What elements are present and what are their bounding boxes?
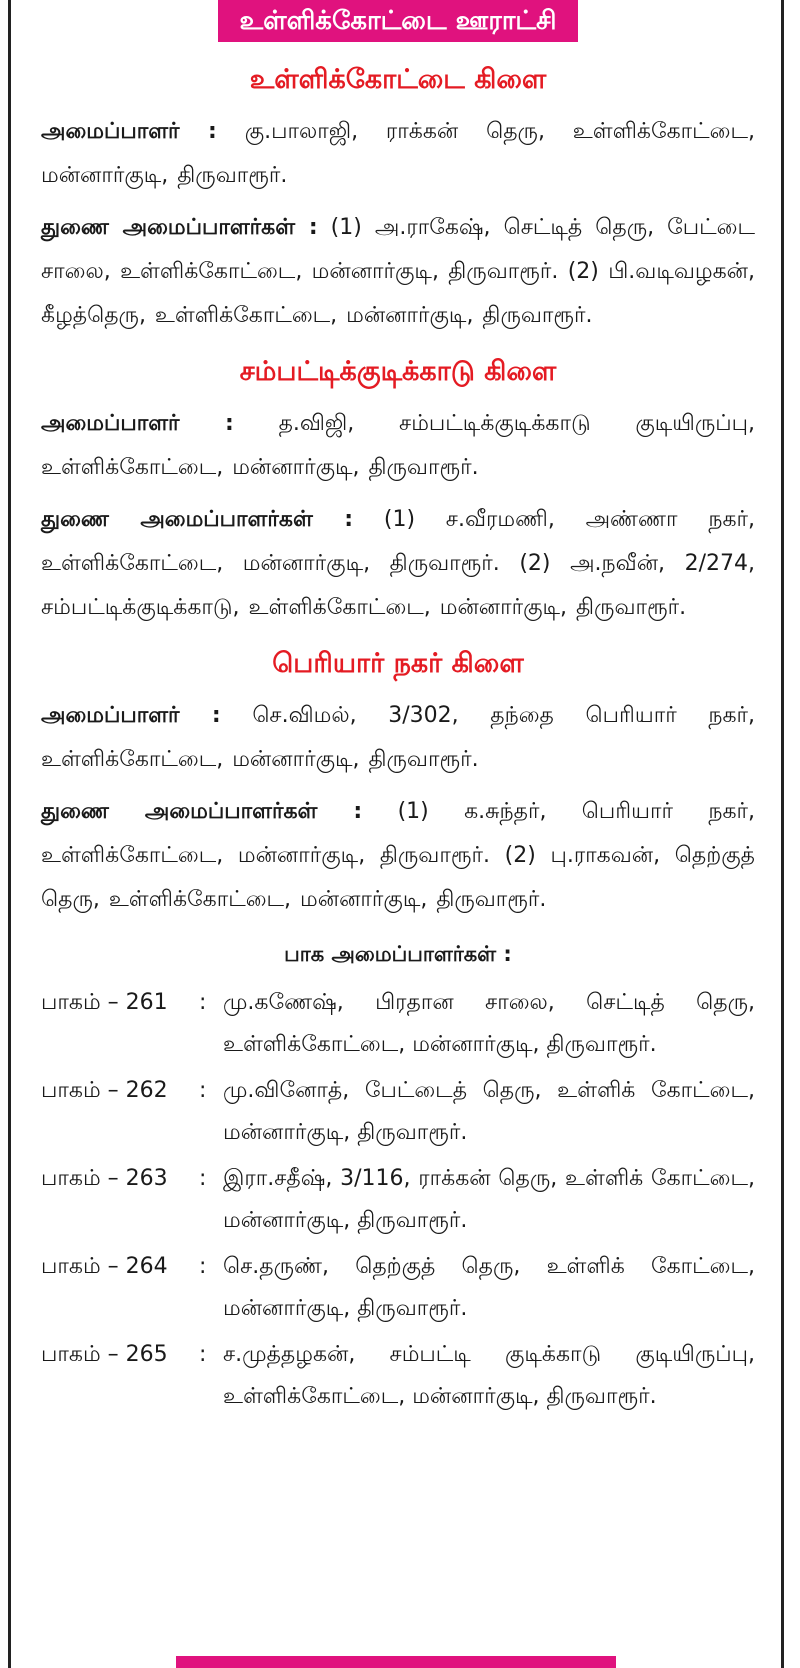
next-section-banner-fill [176,1656,616,1668]
organiser-label: அமைப்பாளர் : [41,411,234,436]
branch-title: சம்பட்டிக்குடிக்காடு கிளை [239,356,557,387]
organiser-text: கு.பாலாஜி, ராக்கன் தெரு, உள்ளிக்கோட்டை, மன்னார்குடி, திருவாரூர். [41,119,755,188]
organiser-label: அமைப்பாளர் : [41,703,221,728]
branch-title: உள்ளிக்கோட்டை கிளை [249,64,547,95]
panchayat-banner: உள்ளிக்கோட்டை ஊராட்சி [218,0,579,42]
organiser-paragraph [41,110,755,198]
branch-section [41,644,755,922]
booth-row [41,1334,755,1418]
booth-text: மு.கணேஷ், பிரதான சாலை, செட்டித் தெரு, உள்ளிக்கோட்டை, மன்னார்குடி, திருவாரூர். [223,990,755,1057]
branch-title: பெரியார் நகர் கிளை [272,648,524,679]
deputy-paragraph [41,498,755,630]
document-page [8,0,784,1668]
deputy-paragraph [41,206,755,338]
organiser-text: த.விஜி, சம்பட்டிக்குடிக்காடு குடியிருப்பு, உள்ளிக்கோட்டை, மன்னார்குடி, திருவாரூர். [41,411,755,480]
organiser-label: அமைப்பாளர் : [41,119,217,144]
booth-colon: : [199,990,207,1015]
banner-wrap [41,0,755,48]
booth-colon: : [199,1254,207,1279]
booth-label: பாகம் – 265 [41,1342,168,1367]
branch-section [41,60,755,338]
booth-text: மு.வினோத், பேட்டைத் தெரு, உள்ளிக் கோட்டை, மன்னார்குடி, திருவாரூர். [223,1078,755,1145]
booth-row [41,982,755,1066]
booth-text: செ.தருண், தெற்குத் தெரு, உள்ளிக் கோட்டை, மன்னார்குடி, திருவாரூர். [223,1254,755,1321]
booth-label: பாகம் – 264 [41,1254,168,1279]
deputy-paragraph [41,790,755,922]
organiser-paragraph [41,694,755,782]
deputy-label: துணை அமைப்பாளர்கள் : [41,215,318,240]
booth-colon: : [199,1342,207,1367]
organiser-text: செ.விமல், 3/302, தந்தை பெரியார் நகர், உள்ளிக்கோட்டை, மன்னார்குடி, திருவாரூர். [41,703,756,772]
deputy-text: (1) க.சுந்தர், பெரியார் நகர், உள்ளிக்கோட்டை, மன்னார்குடி, திருவாரூர். (2) பு.ராகவன், தெற்குத் தெரு, உள்ளிக்கோட்டை, மன்னார்குடி, திருவாரூர். [41,799,756,912]
booth-row [41,1070,755,1154]
booth-label: பாகம் – 261 [41,990,168,1015]
booth-label: பாகம் – 262 [41,1078,168,1103]
deputy-text: (1) அ.ராகேஷ், செட்டித் தெரு, பேட்டை சாலை, உள்ளிக்கோட்டை, மன்னார்குடி, திருவாரூர். (2) பி.வடிவழகன், கீழத்தெரு, உள்ளிக்கோட்டை, மன்னார்குடி, திருவாரூர். [41,215,756,328]
booth-organisers-heading: பாக அமைப்பாளர்கள் : [284,942,512,966]
booth-colon: : [199,1166,207,1191]
booth-text: இரா.சதீஷ், 3/116, ராக்கன் தெரு, உள்ளிக் கோட்டை, மன்னார்குடி, திருவாரூர். [223,1166,755,1233]
next-section-banner [11,1654,781,1668]
booth-row [41,1158,755,1242]
booth-colon: : [199,1078,207,1103]
booth-row [41,1246,755,1330]
organiser-paragraph [41,402,755,490]
booth-text: ச.முத்தழகன், சம்பட்டி குடிக்காடு குடியிருப்பு, உள்ளிக்கோட்டை, மன்னார்குடி, திருவாரூர். [223,1342,755,1409]
branch-section [41,352,755,630]
deputy-text: (1) ச.வீரமணி, அண்ணா நகர், உள்ளிக்கோட்டை, மன்னார்குடி, திருவாரூர். (2) அ.நவீன், 2/274, சம்பட்டிக்குடிக்காடு, உள்ளிக்கோட்டை, மன்னார்குடி, திருவாரூர். [41,507,755,620]
deputy-label: துணை அமைப்பாளர்கள் : [41,799,363,824]
booth-label: பாகம் – 263 [41,1166,168,1191]
deputy-label: துணை அமைப்பாளர்கள் : [41,507,354,532]
